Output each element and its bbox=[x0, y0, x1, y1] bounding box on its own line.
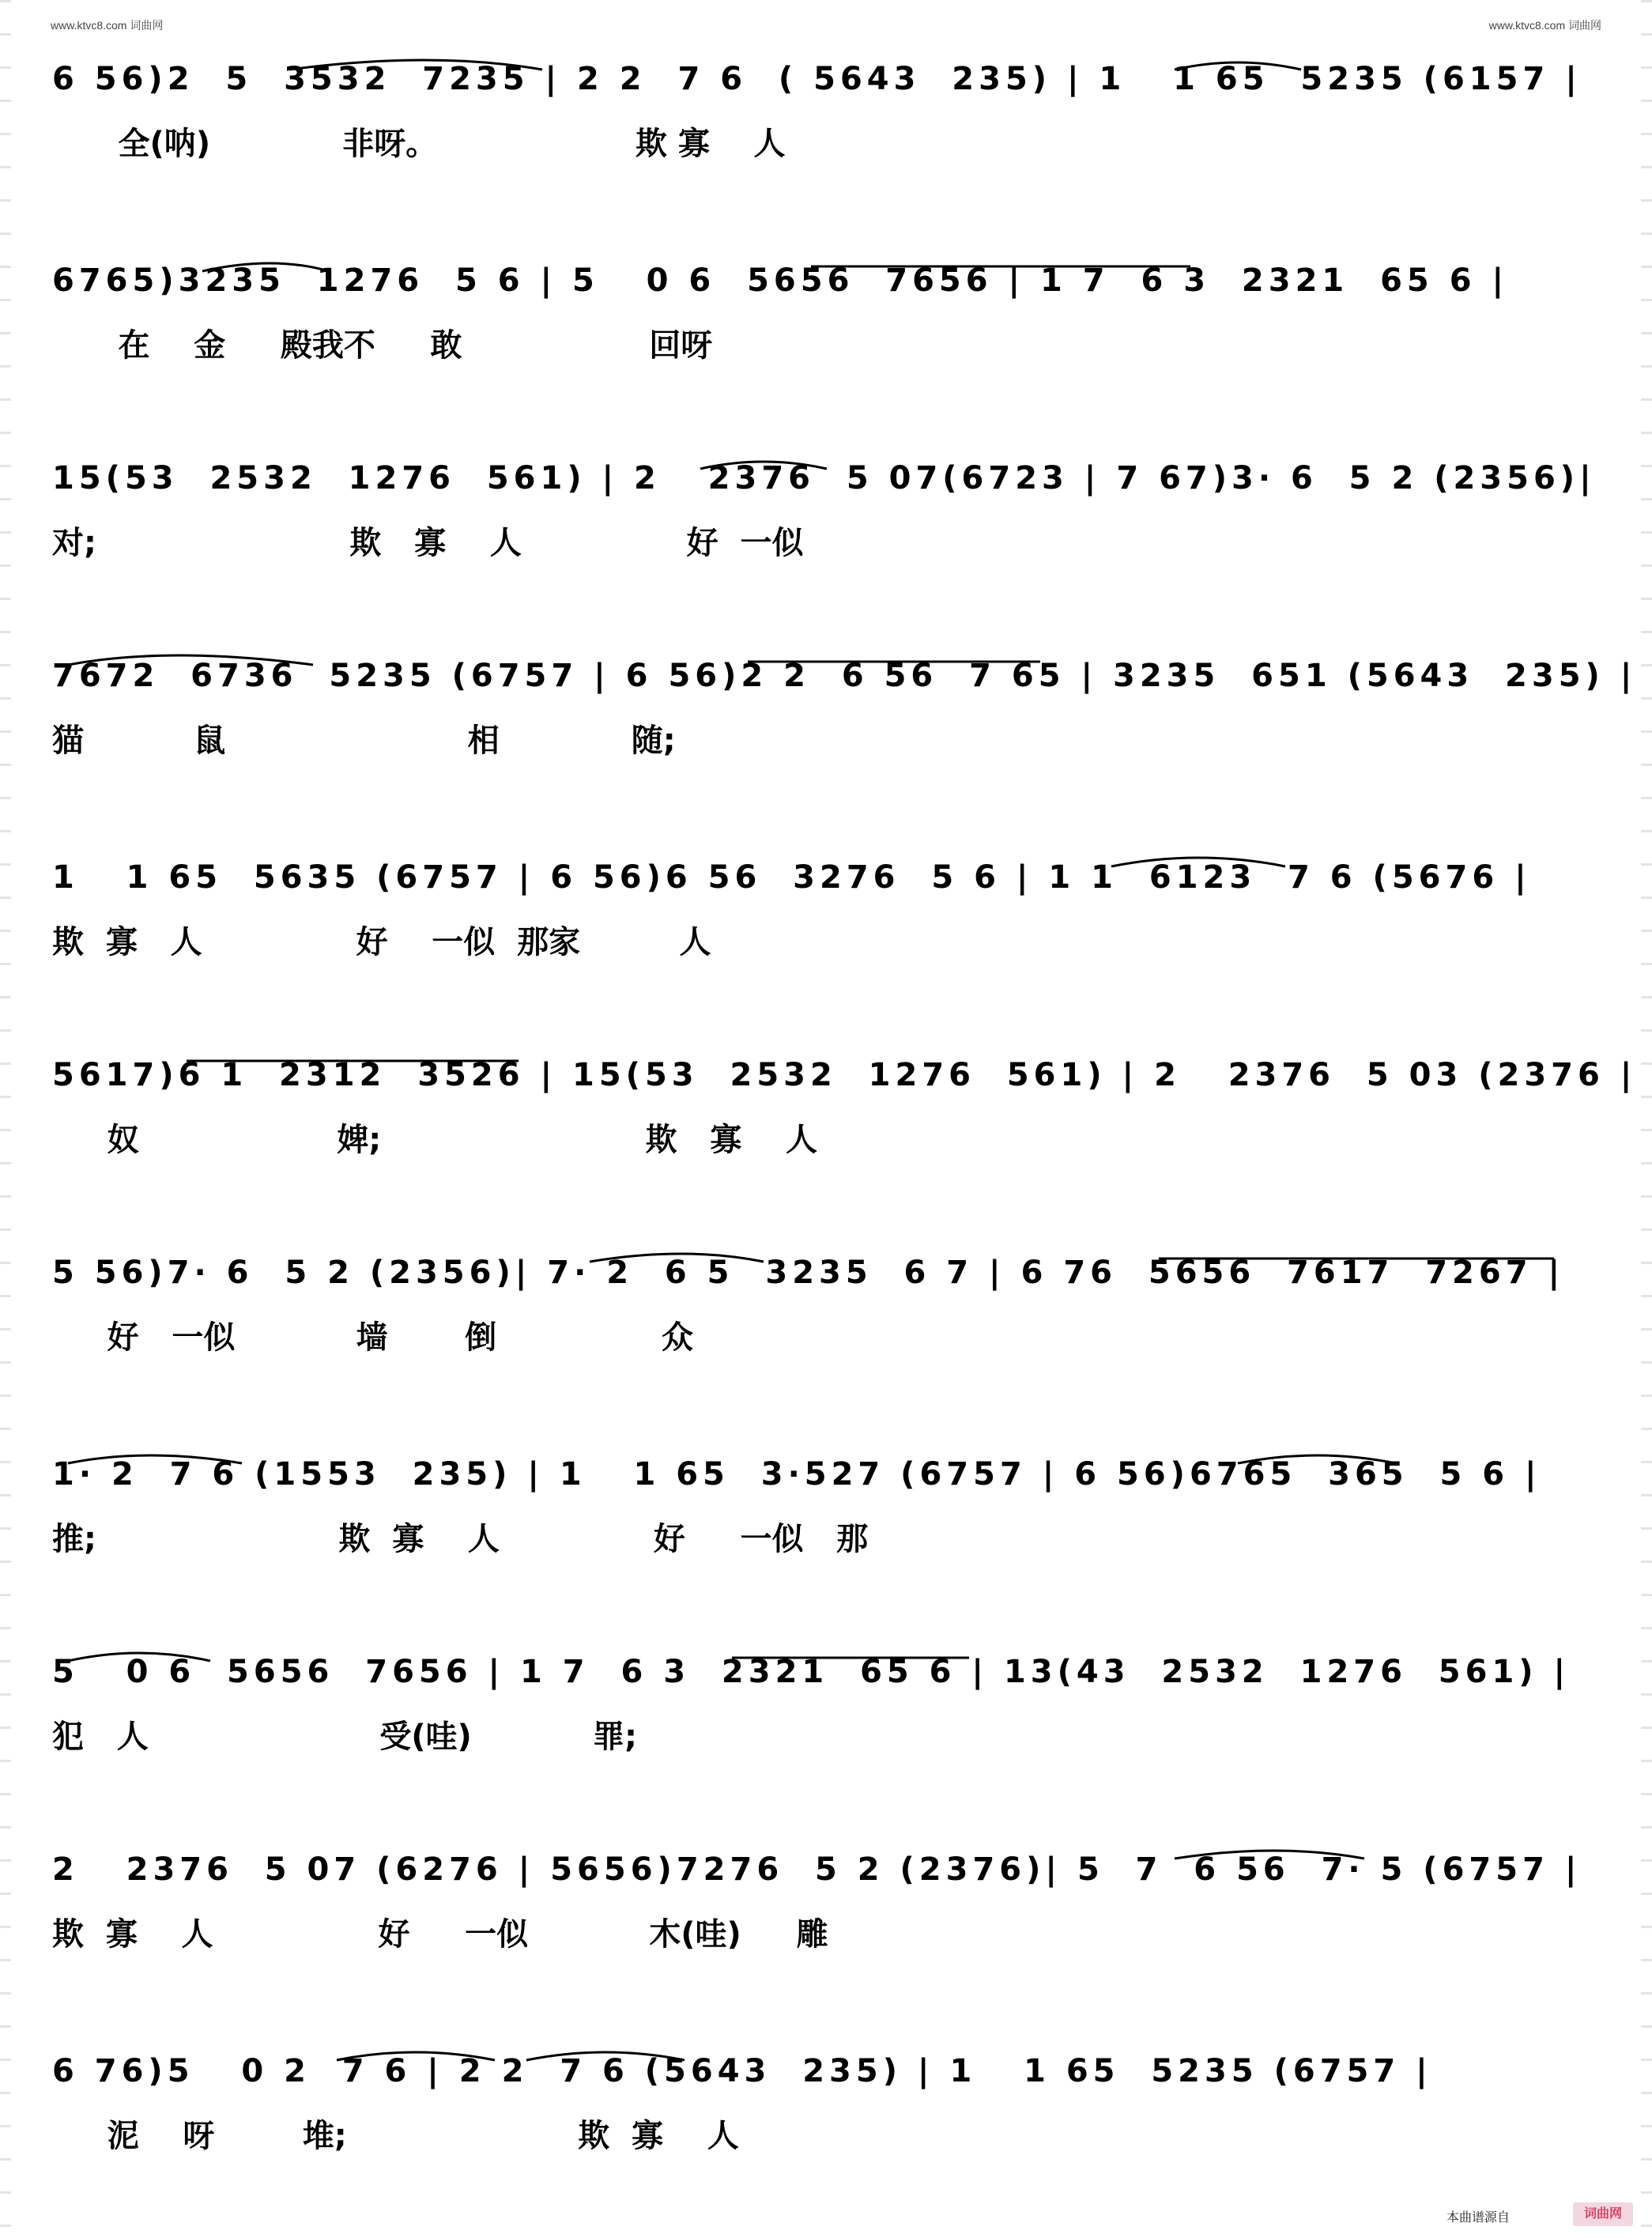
lyrics-row: 犯 人 受(哇) 罪; bbox=[52, 1719, 637, 1755]
notation-row: 1 1 65 5635 (6757 | 6 56)6 56 3276 5 6 | 1 1 6123 7 6 (5676 | bbox=[52, 859, 1531, 896]
score-line bbox=[52, 1051, 1637, 1170]
score-line bbox=[52, 55, 1595, 174]
notation-row: 5 0 6 5656 7656 | 1 7 6 3 2321 65 6 | 13(43 2532 1276 561) | bbox=[52, 1654, 1571, 1690]
score-line bbox=[52, 2047, 1595, 2166]
lyrics-row: 对; 欺 寡 人 好 一似 bbox=[52, 525, 804, 561]
score-line bbox=[52, 1846, 1595, 1964]
notation-row: 5 56)7· 6 5 2 (2356)| 7· 2 6 5 3235 6 7 | 6 76 5656 7617 7267 | bbox=[52, 1255, 1565, 1291]
footer-source-label: 本曲谱源自 bbox=[1446, 2211, 1511, 2225]
notation-row: 5617)6 1 2312 3526 | 15(53 2532 1276 561) | 2 2376 5 03 (2376 | bbox=[52, 1057, 1637, 1093]
score-line bbox=[52, 455, 1595, 573]
notation-row: 15(53 2532 1276 561) | 2 2376 5 07(6723 | 7 67)3· 6 5 2 (2356)| bbox=[52, 460, 1596, 496]
notation-row: 7672 6736 5235 (6757 | 6 56)2 2 6 56 7 65 | 3235 651 (5643 235) | bbox=[52, 658, 1637, 694]
notation-row: 1· 2 7 6 (1553 235) | 1 1 65 3·527 (6757 | 6 56)6765 365 5 6 | bbox=[52, 1456, 1541, 1493]
header-site-right: www.ktvc8.com 词曲网 bbox=[1488, 19, 1601, 32]
score-line bbox=[52, 652, 1637, 771]
header-site-left: www.ktvc8.com 词曲网 bbox=[51, 19, 164, 32]
lyrics-row: 欺 寡 人 好 一似 木(哇) 雕 bbox=[52, 1916, 828, 1953]
lyrics-row: 猫 鼠 相 随; bbox=[52, 723, 676, 759]
lyrics-row: 在 金 殿我不 敢 回呀 bbox=[52, 327, 713, 364]
score-line bbox=[52, 854, 1595, 972]
score-line bbox=[52, 257, 1595, 376]
lyrics-row: 全(呐) 非呀。 欺 寡 人 bbox=[52, 126, 786, 162]
notation-row: 6765)3235 1276 5 6 | 5 0 6 5656 7656 | 1 7 6 3 2321 65 6 | bbox=[52, 262, 1509, 299]
lyrics-row: 欺 寡 人 好 一似 那家 人 bbox=[52, 924, 711, 960]
lyrics-row: 好 一似 墙 倒 众 bbox=[52, 1319, 693, 1356]
notation-row: 6 76)5 0 2 7 6 | 2 2 7 6 (5643 235) | 1 1 65 5235 (6757 | bbox=[52, 2053, 1432, 2089]
lyrics-row: 奴 婢; 欺 寡 人 bbox=[52, 1122, 817, 1158]
site-logo[interactable]: 词曲网 bbox=[1573, 2202, 1633, 2226]
lyrics-row: 泥 呀 堆; 欺 寡 人 bbox=[52, 2118, 739, 2154]
notation-row: 2 2376 5 07 (6276 | 5656)7276 5 2 (2376)| 5 7 6 56 7· 5 (6757 | bbox=[52, 1851, 1582, 1888]
left-decorative-border bbox=[0, 0, 11, 2238]
score-line bbox=[52, 1249, 1595, 1368]
score-line bbox=[52, 1648, 1595, 1767]
right-decorative-border bbox=[1641, 0, 1652, 2238]
notation-row: 6 56)2 5 3532 7235 | 2 2 7 6 ( 5643 235) | 1 1 65 5235 (6157 | bbox=[52, 61, 1582, 97]
score-line bbox=[52, 1451, 1595, 1569]
lyrics-row: 推; 欺 寡 人 好 一似 那 bbox=[52, 1521, 869, 1557]
